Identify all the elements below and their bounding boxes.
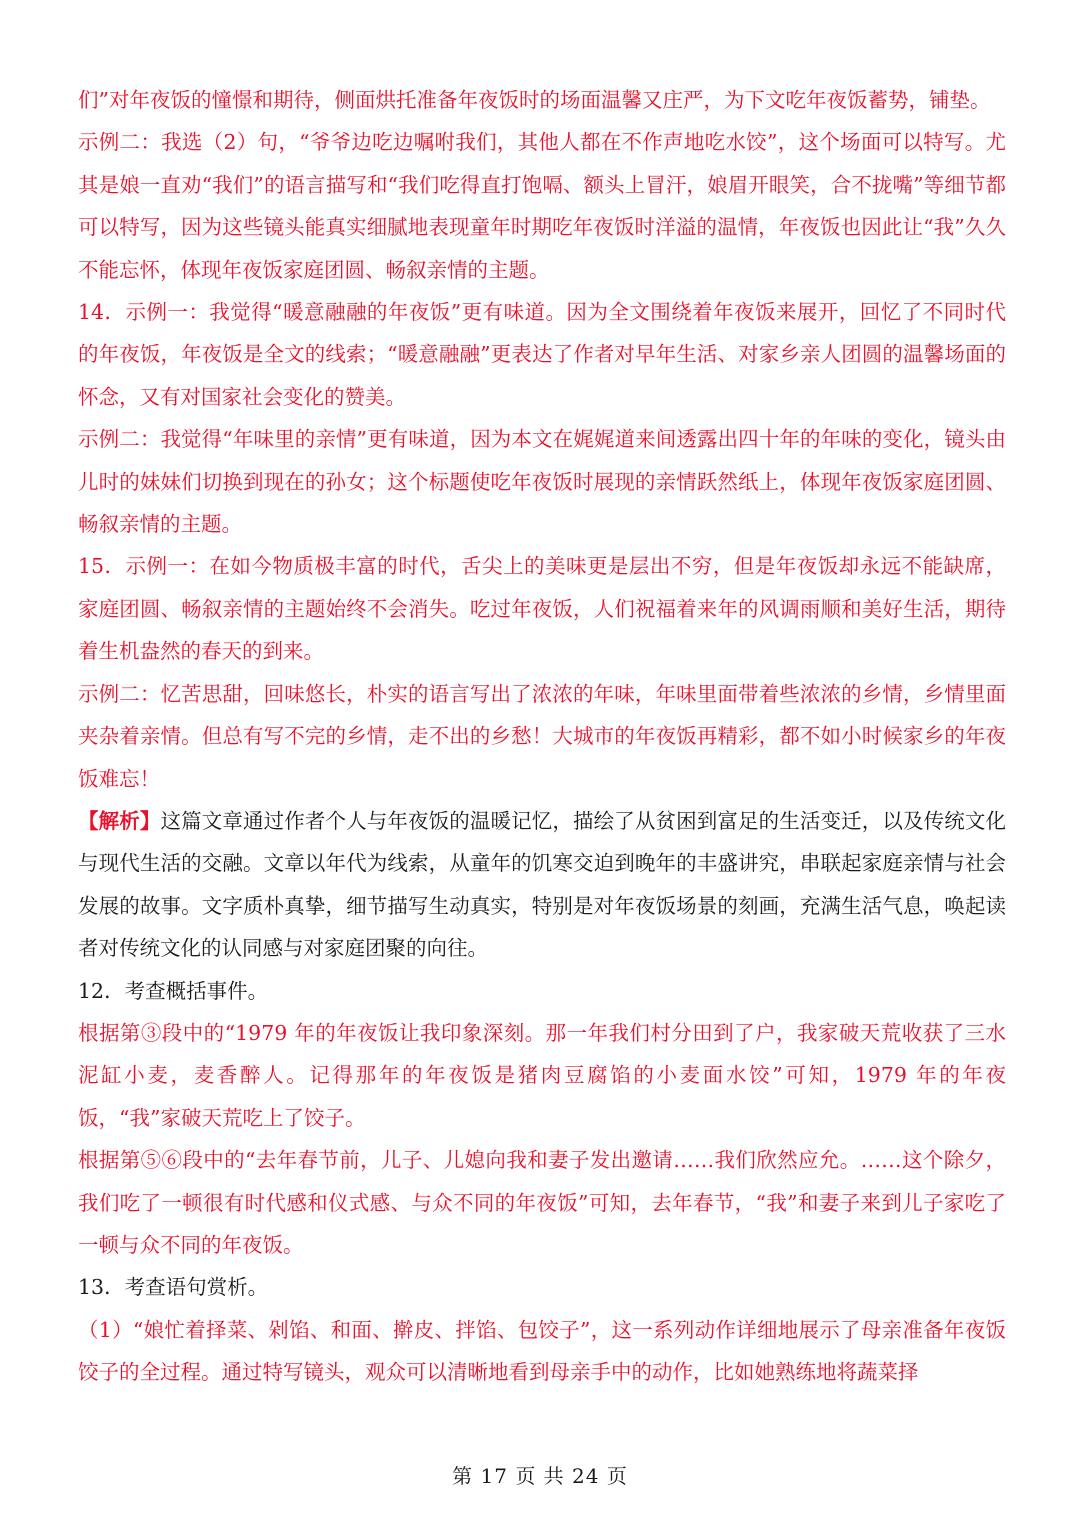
page-number: 第 17 页 共 24 页 (452, 1464, 628, 1488)
q12-paragraph: 根据第③段中的“1979 年的年夜饭让我印象深刻。那一年我们村分田到了户，我家破天荒收获了三水泥缸小麦，麦香醉人。记得那年的年夜饭是猪肉豆腐馅的小麦面水饺”可知，1979 年的年夜饭，“我”家破天荒吃上了饺子。 (78, 1020, 1006, 1130)
answer-paragraph: 示例二：我觉得“年味里的亲情”更有味道，因为本文在娓娓道来间透露出四十年的年味的变化，镜头由儿时的妹妹们切换到现在的孙女；这个标题使吃年夜饭时展现的亲情跃然纸上，体现年夜饭家庭团圆、畅叙亲情的主题。 (78, 427, 1006, 537)
q12-heading: 12．考查概括事件。 (78, 978, 269, 1003)
analysis-paragraph (78, 800, 1006, 970)
q13-heading: 13．考查语句赏析。 (78, 1275, 269, 1300)
analysis-tag: 【解析】 (78, 808, 161, 833)
answer-paragraph: 示例二：忆苦思甜，回味悠长，朴实的语言写出了浓浓的年味，年味里面带着些浓浓的乡情，乡情里面夹杂着亲情。但总有写不完的乡情，走不出的乡愁！大城市的年夜饭再精彩，都不如小时候家乡的年夜饭难忘！ (78, 681, 1006, 791)
document-body (78, 79, 1006, 1394)
answer-paragraph: 14．示例一：我觉得“暖意融融的年夜饭”更有味道。因为全文围绕着年夜饭来展开，回忆了不同时代的年夜饭，年夜饭是全文的线索；“暖意融融”更表达了作者对早年生活、对家乡亲人团圆的温馨场面的怀念，又有对国家社会变化的赞美。 (78, 300, 1006, 409)
answer-paragraph: 们”对年夜饭的憧憬和期待，侧面烘托准备年夜饭时的场面温馨又庄严，为下文吃年夜饭蓄势，铺垫。 (78, 88, 991, 112)
q13-paragraph: （1）“娘忙着择菜、剁馅、和面、擀皮、拌馅、包饺子”，这一系列动作详细地展示了母亲准备年夜饭饺子的全过程。通过特写镜头，观众可以清晰地看到母亲手中的动作，比如她熟练地将蔬菜择 (78, 1317, 1006, 1385)
analysis-text: 这篇文章通过作者个人与年夜饭的温暖记忆，描绘了从贫困到富足的生活变迁，以及传统文化与现代生活的交融。文章以年代为线索，从童年的饥寒交迫到晚年的丰盛讲究，串联起家庭亲情与社会发展的故事。文字质朴真挚，细节描写生动真实，特别是对年夜饭场景的刻画，充满生活气息，唤起读者对传统文化的认同感与对家庭团聚的向往。 (78, 808, 1006, 961)
answer-paragraph: 15．示例一：在如今物质极丰富的时代，舌尖上的美味更是层出不穷，但是年夜饭却永远不能缺席，家庭团圆、畅叙亲情的主题始终不会消失。吃过年夜饭，人们祝福着来年的风调雨顺和美好生活，期待着生机盎然的春天的到来。 (78, 554, 1006, 664)
answer-paragraph: 示例二：我选（2）句，“爷爷边吃边嘱咐我们，其他人都在不作声地吃水饺”，这个场面可以特写。尤其是娘一直劝“我们”的语言描写和“我们吃得直打饱嗝、额头上冒汗，娘眉开眼笑，合不拢嘴”等细节都可以特写，因为这些镜头能真实细腻地表现童年时期吃年夜饭时洋溢的温情，年夜饭也因此让“我”久久不能忘怀，体现年夜饭家庭团圆、畅叙亲情的主题。 (78, 130, 1006, 282)
q12-paragraph: 根据第⑤⑥段中的“去年春节前，儿子、儿媳向我和妻子发出邀请……我们欣然应允。……这个除夕，我们吃了一顿很有时代感和仪式感、与众不同的年夜饭”可知，去年春节，“我”和妻子来到儿子家吃了一顿与众不同的年夜饭。 (78, 1148, 1006, 1257)
